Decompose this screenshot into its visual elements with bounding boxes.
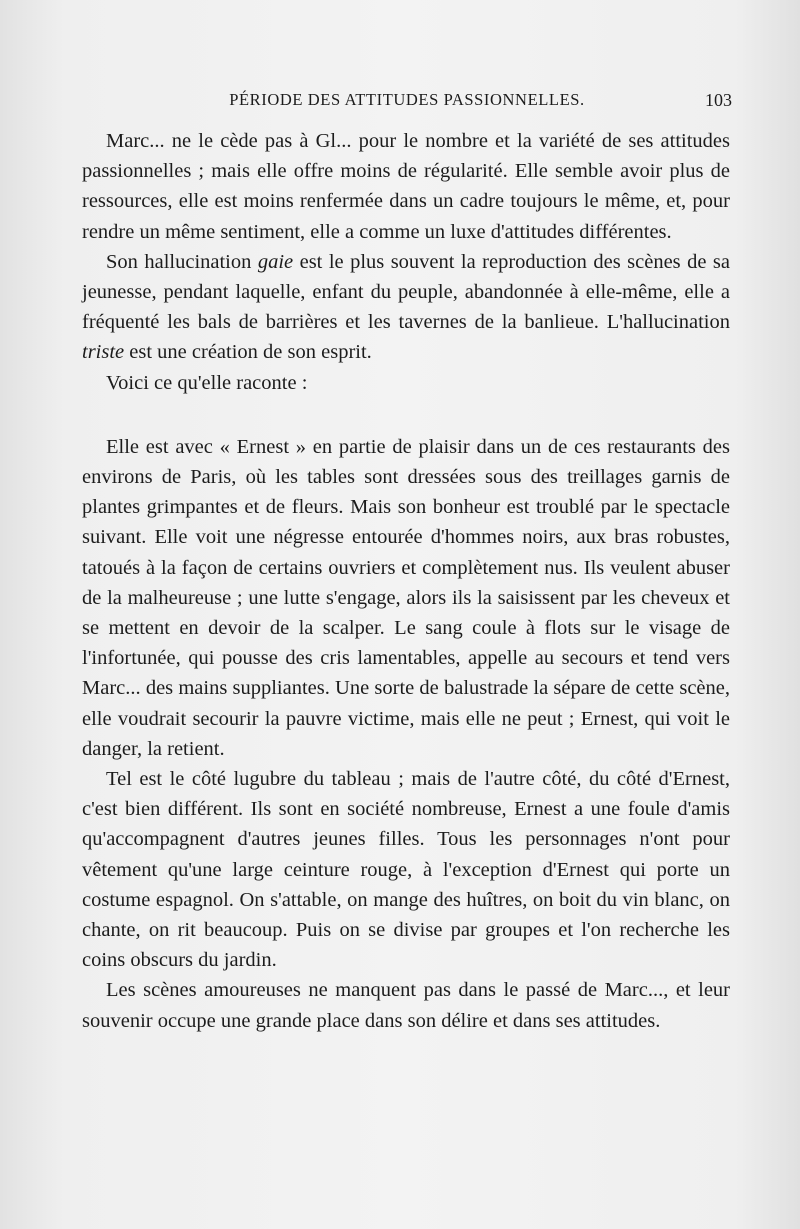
body-text (82, 126, 730, 1036)
paragraph-3: Voici ce qu'elle raconte : (106, 371, 308, 394)
paragraph-6: Les scènes amoureuses ne manquent pas dans le passé de Marc..., et leur souvenir occupe une grande place dans son délire et dans ses attitudes. (82, 979, 730, 1032)
page-header (82, 90, 732, 114)
paragraph-4: Elle est avec « Ernest » en partie de plaisir dans un de ces restaurants des environs de Paris, où les tables sont dressées sous des treillages garnis de plantes grimpantes et de fleurs. Mais son bonheur est troublé par le spectacle suivant. Elle voit une négresse entourée d'hommes noirs, aux bras robustes, tatoués à la façon de certains ouvriers et complètement nus. Ils veulent abuser de la malheureuse ; une lutte s'engage, alors ils la saisissent par les cheveux et se mettent en devoir de la scalper. Le sang coule à flots sur le visage de l'infortunée, qui pousse des cris lamentables, appelle au secours et tend vers Marc... des mains suppliantes. Une sorte de balustrade la sépare de cette scène, elle voudrait secourir la pauvre victime, mais elle ne peut ; Ernest, qui voit le danger, la retient. (82, 435, 730, 760)
paragraph-2 (82, 247, 730, 368)
paragraph-5: Tel est le côté lugubre du tableau ; mais de l'autre côté, du côté d'Ernest, c'est bien différent. Ils sont en société nombreuse, Ernest a une foule d'amis qu'accompagnent d'autres jeunes filles. Tous les personnages n'ont pour vêtement qu'une large ceinture rouge, à l'exception d'Ernest qui porte un costume espagnol. On s'attable, on mange des huîtres, on boit du vin blanc, on chante, on rit beaucoup. Puis on se divise par groupes et l'on recherche les coins obscurs du jardin. (82, 768, 730, 972)
running-title: PÉRIODE DES ATTITUDES PASSIONNELLES. (229, 90, 585, 109)
page-number: 103 (705, 90, 732, 110)
italic-word-gaie: gaie (257, 250, 294, 273)
paragraph-1: Marc... ne le cède pas à Gl... pour le nombre et la variété de ses attitudes passionnelles ; mais elle offre moins de régularité. Elle semble avoir plus de ressources, elle est moins renfermée dans un cadre toujours le même, et, pour rendre un même sentiment, elle a comme un luxe d'attitudes différentes. (82, 130, 730, 243)
paragraph-2-text-a: Son hallucination (106, 250, 258, 273)
italic-word-triste: triste (82, 341, 125, 364)
paragraph-2-text-b: est le plus souvent la reproduction des scènes de sa jeunesse, pendant laquelle, enfant du peuple, abandonnée à elle-même, elle a fréquenté les bals de barrières et les tavernes de la banlieue. L'hallucination (82, 250, 730, 334)
paragraph-2-text-c: est une création de son esprit. (124, 341, 372, 364)
